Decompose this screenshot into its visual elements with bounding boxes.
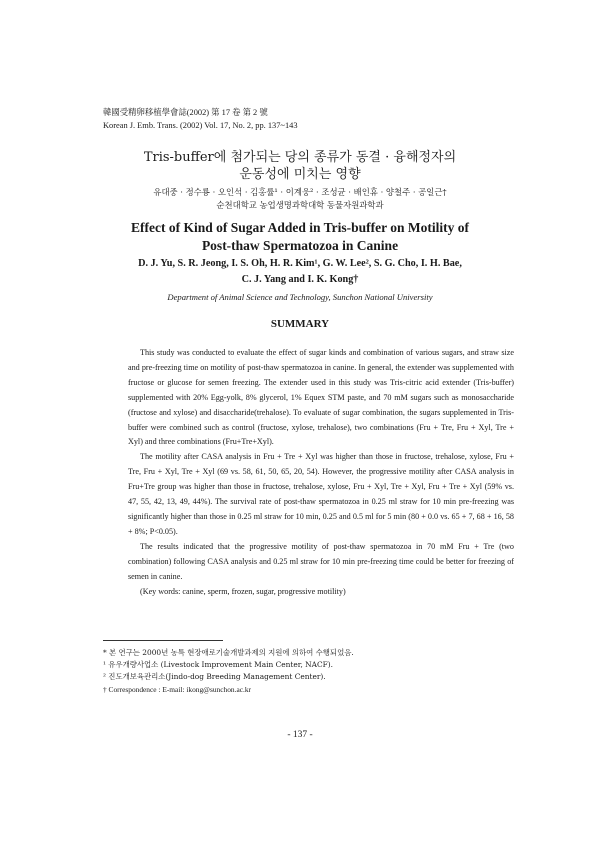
summary-paragraph-2: The motility after CASA analysis in Fru + Tre + Xyl was higher than those in fructose, trehalose, xylose, Fru + Tre, Fru + Xyl, Tre + Xyl (69 vs. 58, 61, 50, 65, 20, 54). However, the progressive motility after CASA analysis in Fru+Tre group was higher than those in fructose, trehalose, xylose, Fru + Xyl, Tre + Xyl, Fru + Tre + Xyl (59% vs. 47, 55, 42, 13, 49, 44%). The survival rate of post-thaw spermatozoa in 0.25 ml straw for 10 min pre-freezing was significantly higher than those in 0.25 ml straw for 10 min, 0.25 and 0.5 ml for 5 min (80 + 0.0 vs. 65 + 7, 68 + 16, 58 + 8%; P<0.05). bbox=[128, 452, 514, 536]
page-number: - 137 - bbox=[287, 730, 313, 740]
english-title-line2: Post-thaw Spermatozoa in Canine bbox=[201, 238, 399, 253]
english-title-line1: Effect of Kind of Sugar Added in Tris-buffer on Motility of bbox=[130, 220, 469, 235]
english-affiliation: Department of Animal Science and Technology, Sunchon National University bbox=[167, 292, 433, 302]
footnote-affiliation-1: ¹ 유우개량사업소 (Livestock Improvement Main Center, NACF). bbox=[103, 660, 333, 669]
summary-keywords: (Key words: canine, sperm, frozen, sugar, progressive motility) bbox=[140, 586, 346, 596]
journal-header-korean: 韓國受精卵移植學會誌(2002) 第 17 卷 第 2 號 bbox=[103, 108, 268, 117]
summary-paragraph-1: This study was conducted to evaluate the effect of sugar kinds and combination of various sugars, and straw size and pre-freezing time on motility of post-thaw spermatozoa in canine. In general, the extender was supplemented with fructose or glucose for semen freezing. The extender used in this study was Tris-citric acid extender (Tris-buffer) supplemented with 20% Egg-yolk, 8% glycerol, 1% Equex STM paste, and 70 mM sugars such as monosaccharide (fructose and xylose) and disaccharide(trehalose). To evaluate of sugar combination, the sugars supplemented in Tris-buffer were combined such as control (fructose, xylose, trehalose), two combinations (Fru + Tre, Fru + Xyl, Tre + Xyl) and three combinations (Fru+Tre+Xyl). bbox=[128, 348, 514, 447]
summary-paragraph-3: The results indicated that the progressive motility of post-thaw spermatozoa in 70 mM Fru + Tre (two combination) following CASA analysis and 0.25 ml straw for 10 min pre-freezing time could be better for freezing of semen in canine. bbox=[128, 541, 514, 581]
journal-header-english: Korean J. Emb. Trans. (2002) Vol. 17, No. 2, pp. 137~143 bbox=[103, 121, 298, 130]
summary-body bbox=[128, 346, 514, 599]
korean-title-line2: 운동성에 미치는 영향 bbox=[239, 167, 361, 182]
summary-heading: SUMMARY bbox=[270, 318, 330, 330]
footnote-divider bbox=[103, 640, 223, 641]
footnote-funding: * 본 연구는 2000년 농특 현장애로기술개발과제의 지원에 의하여 수행되었음. bbox=[103, 648, 354, 657]
english-authors-line2: C. J. Yang and I. K. Kong† bbox=[241, 274, 359, 285]
korean-authors: 유대중 · 정수룡 · 오인석 · 김홍률¹ · 이계웅² · 조성균 · 배인휴 · 양철주 · 공일근† bbox=[153, 187, 447, 197]
korean-affiliation: 순천대학교 농업생명과학대학 동물자원과학과 bbox=[216, 200, 384, 210]
english-authors-line1: D. J. Yu, S. R. Jeong, I. S. Oh, H. R. Kim¹, G. W. Lee², S. G. Cho, I. H. Bae, bbox=[138, 258, 462, 269]
footnote-correspondence: † Correspondence : E-mail: ikong@sunchon.ac.kr bbox=[103, 685, 252, 694]
korean-title-line1: Tris-buffer에 첨가되는 당의 종류가 동결 · 융해정자의 bbox=[143, 150, 457, 165]
footnote-affiliation-2: ² 진도개보육관리소(Jindo-dog Breeding Management Center). bbox=[103, 672, 326, 681]
